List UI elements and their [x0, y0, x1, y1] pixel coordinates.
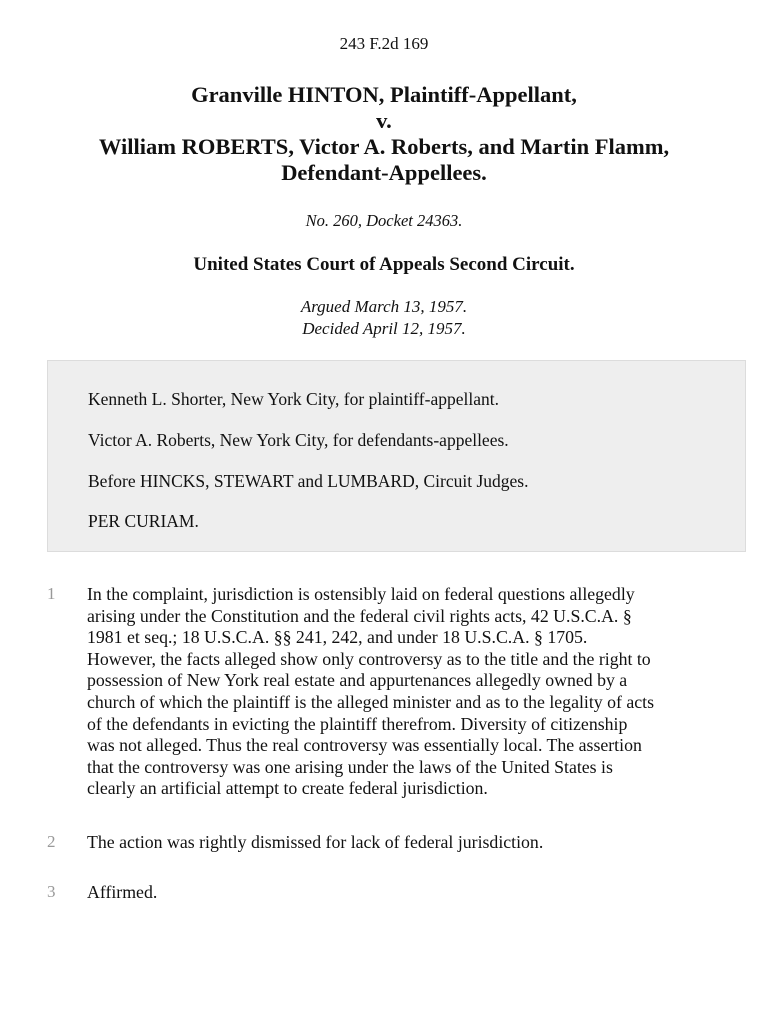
paragraph-text [87, 584, 654, 800]
paragraph-number: 3 [47, 882, 56, 901]
case-citation: 243 F.2d 169 [339, 34, 429, 53]
court-name: United States Court of Appeals Second Circuit. [193, 254, 575, 275]
case-dates [0, 296, 768, 340]
decided-date: Decided April 12, 1957. [302, 319, 466, 338]
per-curiam: PER CURIAM. [88, 511, 199, 531]
text-line: In the complaint, jurisdiction is ostensibly laid on federal questions allegedly [87, 584, 635, 604]
text-line: Affirmed. [87, 882, 158, 902]
text-line: possession of New York real estate and appurtenances allegedly owned by a [87, 670, 628, 691]
counsel-box [47, 360, 746, 552]
paragraph-text [87, 882, 157, 904]
title-line: v. [376, 108, 392, 133]
judges: Before HINCKS, STEWART and LUMBARD, Circuit Judges. [88, 471, 529, 491]
paragraph-text [87, 832, 543, 854]
text-line: was not alleged. Thus the real controversy was essentially local. The assertion [87, 735, 642, 756]
paragraph-number: 1 [47, 584, 56, 603]
argued-date: Argued March 13, 1957. [300, 297, 468, 316]
title-line: Defendant-Appellees. [281, 160, 487, 185]
title-line: William ROBERTS, Victor A. Roberts, and Martin Flamm, [98, 134, 670, 159]
text-line: However, the facts alleged show only controversy as to the title and the right to [87, 648, 651, 669]
text-line: clearly an artificial attempt to create federal jurisdiction. [87, 778, 488, 799]
counsel-plaintiff: Kenneth L. Shorter, New York City, for plaintiff-appellant. [88, 389, 499, 409]
text-line: church of which the plaintiff is the alleged minister and as to the legality of acts [87, 691, 655, 712]
text-line: of the defendants in evicting the plaintiff therefrom. Diversity of citizenship [87, 713, 628, 734]
text-line: arising under the Constitution and the federal civil rights acts, 42 U.S.C.A. § [87, 605, 632, 626]
text-line: 1981 et seq.; 18 U.S.C.A. §§ 241, 242, and under 18 U.S.C.A. § 1705. [87, 627, 588, 648]
text-line: that the controversy was one arising under the laws of the United States is [87, 756, 613, 777]
title-line: Granville HINTON, Plaintiff-Appellant, [191, 82, 577, 107]
counsel-defendants: Victor A. Roberts, New York City, for defendants-appellees. [88, 430, 509, 450]
case-title [0, 82, 768, 186]
paragraph-number: 2 [47, 832, 56, 851]
docket-number: No. 260, Docket 24363. [305, 211, 463, 230]
text-line: The action was rightly dismissed for lack of federal jurisdiction. [87, 832, 544, 852]
